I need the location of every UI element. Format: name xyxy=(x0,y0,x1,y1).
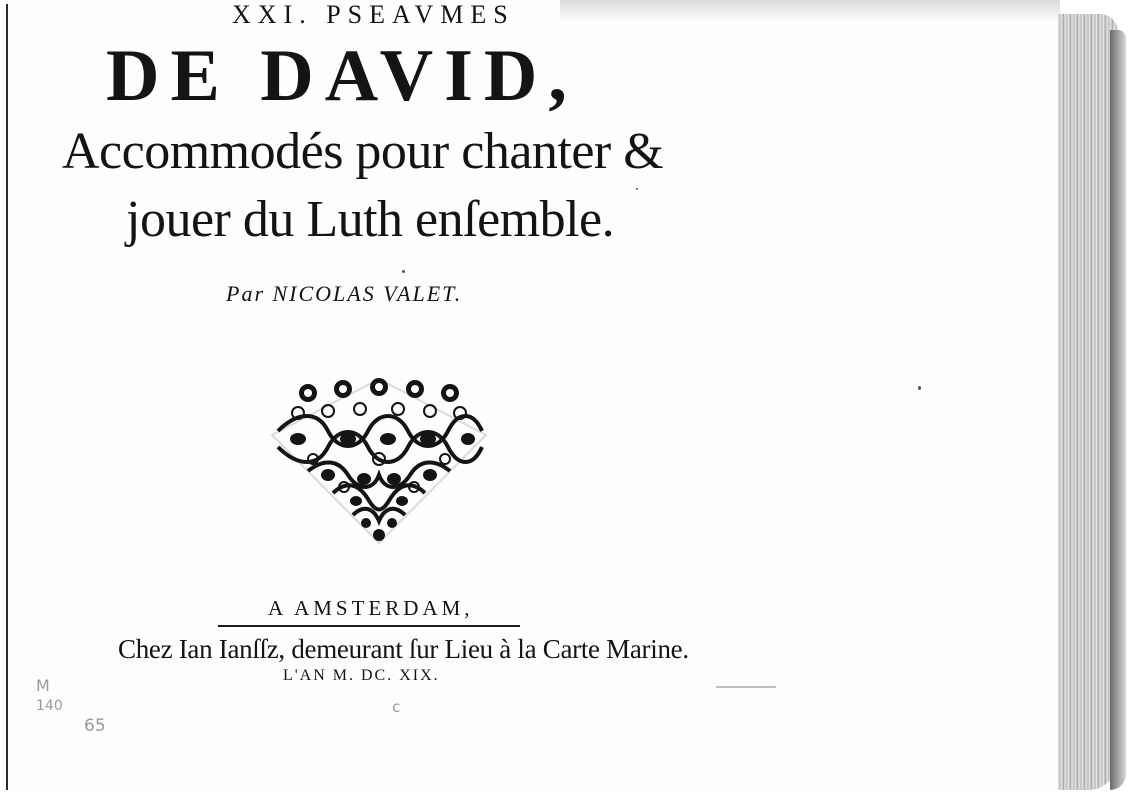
imprint-place: A AMSTERDAM, xyxy=(268,596,474,620)
printers-fleuron-ornament xyxy=(268,375,490,547)
imprint-printer: Chez Ian Ianſſz, demeurant ſur Lieu à la Carte Marine. xyxy=(118,634,689,664)
paper-speck xyxy=(716,686,776,688)
paper-speck xyxy=(402,270,405,273)
title-line-accommodes: Accommodés pour chanter & xyxy=(62,123,664,180)
pencil-shelfmark-number: 140 xyxy=(36,698,63,714)
pencil-shelfmark-65: 65 xyxy=(84,716,106,736)
imprint-rule xyxy=(218,625,520,627)
title-line-jouer: jouer du Luth enſemble. xyxy=(126,191,615,248)
title-line-psalms: XXI. PSEAVMES xyxy=(232,0,515,29)
book-fore-edge-shadow xyxy=(1110,30,1126,790)
imprint-year: L'AN M. DC. XIX. xyxy=(283,667,440,684)
paper-speck xyxy=(918,386,921,390)
author-line: Par NICOLAS VALET. xyxy=(226,281,463,306)
pencil-shelfmark-m: M xyxy=(36,676,50,695)
scan-bottom-margin xyxy=(0,790,1135,800)
paper-speck xyxy=(636,188,638,190)
page-shadow xyxy=(560,0,1060,22)
title-line-de-david: DE DAVID, xyxy=(106,35,578,117)
book-fore-edge xyxy=(1058,14,1118,790)
pencil-mark-c: c xyxy=(392,698,401,716)
